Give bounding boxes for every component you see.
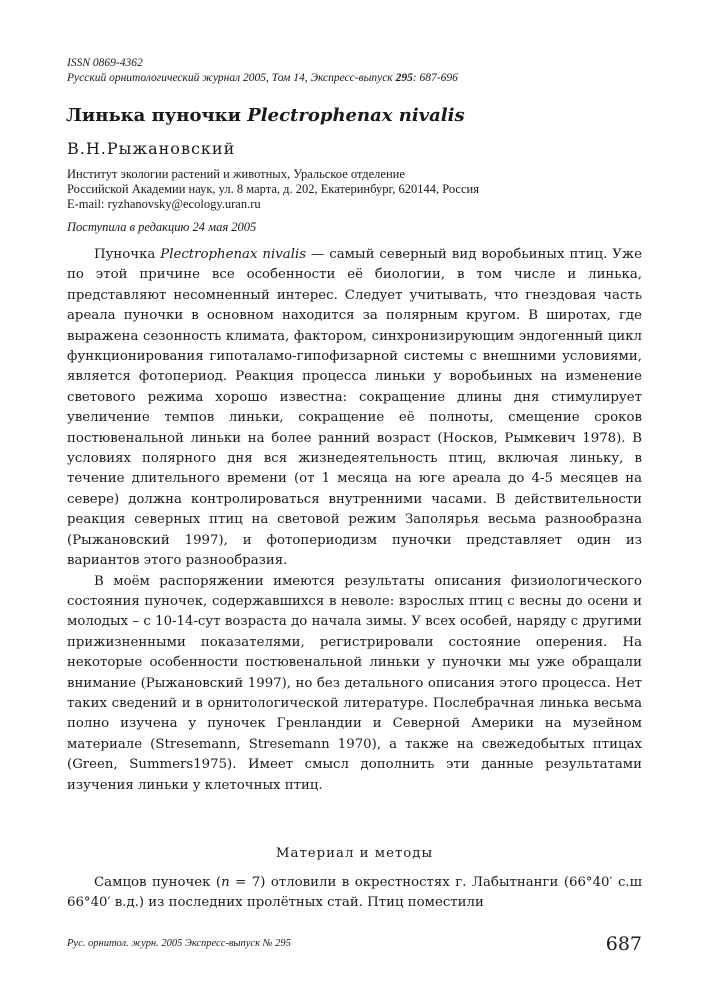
received-date: Поступила в редакцию 24 мая 2005 xyxy=(67,220,257,234)
issn-line: ISSN 0869-4362 xyxy=(67,57,143,69)
affiliation-line-2: Российской Академии наук, ул. 8 марта, д. 202, Екатеринбург, 620144, Россия xyxy=(67,182,479,196)
paragraph-1 xyxy=(67,245,642,572)
p1-start: Пуночка xyxy=(94,247,161,262)
journal-name: Русский орнитологический журнал 2005, Том 14, Экспресс-выпуск xyxy=(67,72,396,84)
p3-start: Самцов пуночек ( xyxy=(94,875,222,890)
p3-rest: = 7) отловили в окрестностях г. Лабытнанги (66°40′ с.ш 66°40′ в.д.) из последних пролётных стай. Птиц поместили xyxy=(67,875,643,911)
p1-latin-name: Plectrophenax nivalis xyxy=(160,247,307,262)
title-russian: Линька пуночки xyxy=(66,105,248,126)
page-number: 687 xyxy=(605,933,642,955)
journal-citation xyxy=(67,71,458,86)
author-name: В.Н.Рыжановский xyxy=(67,139,236,158)
paragraph-2: В моём распоряжении имеются результаты описания физиологического состояния пуночек, содержавшихся в неволе: взрослых птиц с весны до осени и молодых – с 10-14-сут возраста до начала зимы. У всех особей, наряду с другими прижизненными показателями, регистрировали состояние оперения. На некоторые особенности постювенальной линьки у пуночки мы уже обращали внимание (Рыжановский 1997), но без детального описания этого процесса. Нет таких сведений и в орнитологической литературе. Послебрачная линька весьма полно изучена у пуночек Гренландии и Северной Америки на музейном материале (Stresemann, Stresemann 1970), а также на свежедобытых птицах (Green, Summers1975). Имеет смысл дополнить эти данные результатами изучения линьки у клеточных птиц. xyxy=(67,573,642,793)
paragraph-3 xyxy=(67,873,642,914)
page-range: : 687-696 xyxy=(412,72,458,84)
title-latin: Plectrophenax nivalis xyxy=(247,105,465,126)
affiliation-line-1: Институт экологии растений и животных, Уральское отделение xyxy=(67,167,405,181)
p3-n-symbol: n xyxy=(221,875,230,890)
p1-rest: — самый северный вид воробьиных птиц. Уже по этой причине все особенности её биологии, в том числе и линька, представляют несомненный интерес. Следует учитывать, что гнездовая часть ареала пуночки в основном находится за полярным кругом. В широтах, где выражена сезонность климата, фактором, синхронизирующим эндогенный цикл функционирования гипоталамо-гипофизарной системы с внешними условиями, является фотопериод. Реакция процесса линьки у воробьиных на изменение светового режима хорошо известна: сокращение длины дня стимулирует увеличение темпов линьки, сокращение её полноты, смещение сроков постювенальной линьки на более ранний возраст (Носков, Рымкевич 1978). В условиях полярного дня вся жизнедеятельность птиц, включая линьку, в течение длительного времени (от 1 месяца на юге ареала до 4-5 месяцев на севере) должна контролироваться внутренними часами. В действительности реакция северных птиц на световой режим Заполярья весьма разнообразна (Рыжановский 1997), и фотопериодизм пуночки представляет один из вариантов этого разнообразия. xyxy=(67,247,643,569)
author-email: E-mail: ryzhanovsky@ecology.uran.ru xyxy=(67,197,261,211)
footer-citation: Рус. орнитол. журн. 2005 Экспресс-выпуск № 295 xyxy=(67,938,291,949)
section-heading: Материал и методы xyxy=(275,846,434,861)
article-title xyxy=(66,105,465,126)
intro-text xyxy=(67,245,642,796)
issue-number: 295 xyxy=(395,72,413,84)
methods-text xyxy=(67,873,642,914)
